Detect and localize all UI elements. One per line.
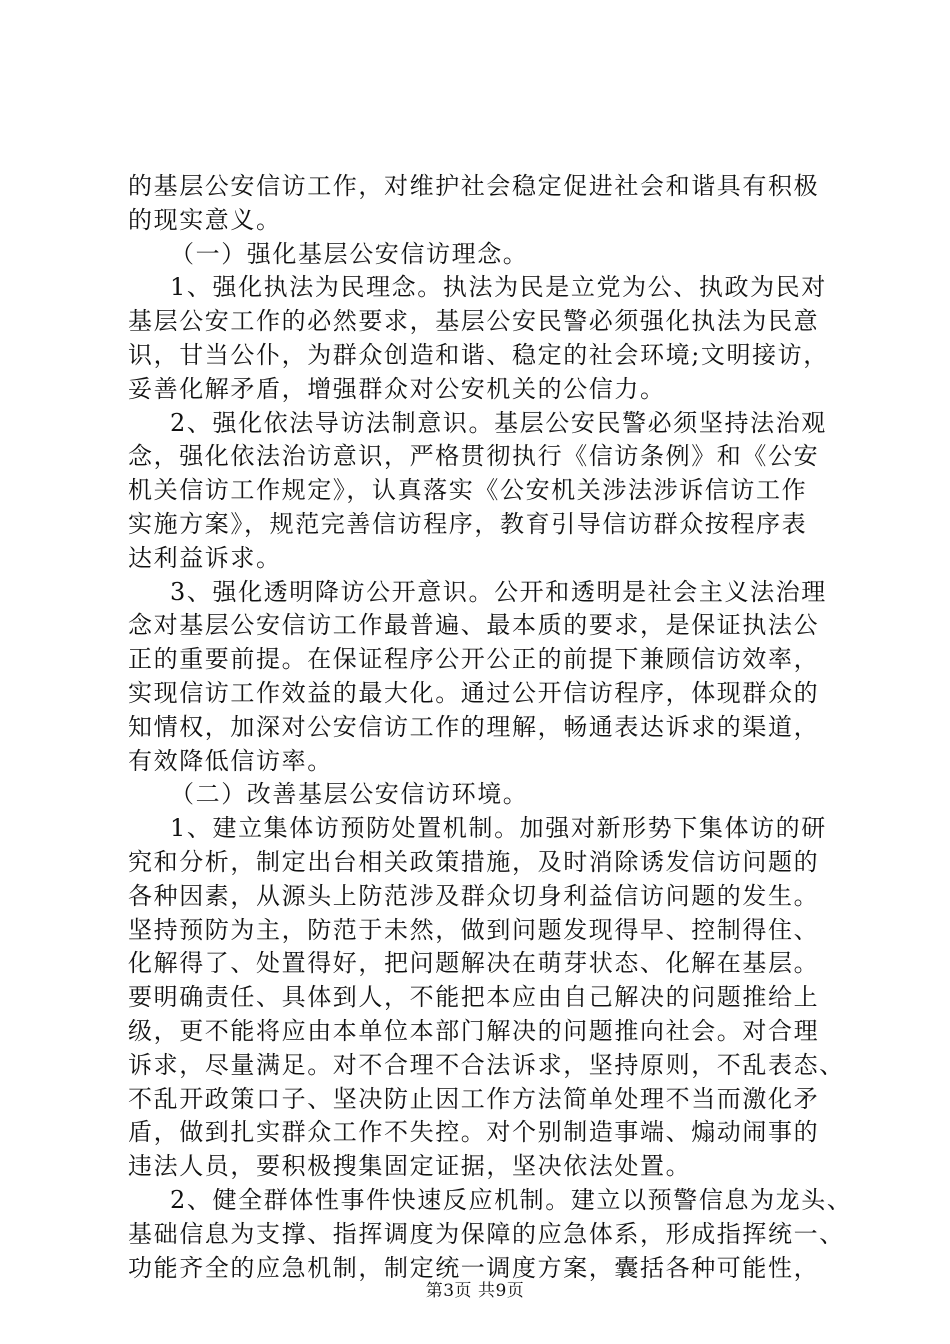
document-body (128, 170, 853, 1285)
text-line: 基层公安工作的必然要求，基层公安民警必须强化执法为民意 (128, 307, 820, 336)
text-line: 识，甘当公仆，为群众创造和谐、稳定的社会环境;文明接访， (128, 340, 829, 369)
text-line: 3、强化透明降访公开意识。公开和透明是社会主义法治理 (170, 577, 827, 606)
text-line: 要明确责任、具体到人，不能把本应由自己解决的问题推给上 (128, 983, 820, 1012)
text-line: （一）强化基层公安信访理念。 (170, 239, 529, 268)
text-line: 1、强化执法为民理念。执法为民是立党为公、执政为民对 (170, 273, 827, 302)
text-line: 级，更不能将应由本单位本部门解决的问题推向社会。对合理 (128, 1016, 820, 1045)
text-line: 2、健全群体性事件快速反应机制。建立以预警信息为龙头、 (170, 1185, 853, 1214)
text-line: 知情权，加深对公安信访工作的理解，畅通表达诉求的渠道， (128, 712, 820, 741)
page-footer: 第3页 共9页 (425, 1281, 525, 1301)
text-line: 1、建立集体访预防处置机制。加强对新形势下集体访的研 (170, 814, 827, 843)
text-line: 的现实意义。 (128, 205, 282, 234)
text-line: 的基层公安信访工作，对维护社会稳定促进社会和谐具有积极 (128, 172, 820, 200)
text-line: 基础信息为支撑、指挥调度为保障的应急体系，形成指挥统一、 (128, 1219, 845, 1248)
text-line: 坚持预防为主，防范于未然，做到问题发现得早、控制得住、 (128, 915, 820, 944)
text-line: 实施方案》，规范完善信访程序，教育引导信访群众按程序表 (128, 509, 808, 538)
text-line: 盾，做到扎实群众工作不失控。对个别制造事端、煽动闹事的 (128, 1118, 820, 1147)
text-line: 达利益诉求。 (128, 543, 282, 572)
text-line: 有效降低信访率。 (128, 746, 333, 775)
text-line: 念对基层公安信访工作最普遍、最本质的要求，是保证执法公 (128, 611, 820, 640)
text-line: 念，强化依法治访意识，严格贯彻执行《信访条例》和《公安 (128, 442, 820, 471)
text-line: 功能齐全的应急机制，制定统一调度方案，囊括各种可能性， (128, 1253, 820, 1282)
text-line: 各种因素，从源头上防范涉及群众切身利益信访问题的发生。 (128, 881, 820, 910)
text-line: 妥善化解矛盾，增强群众对公安机关的公信力。 (128, 374, 666, 403)
text-line: 究和分析，制定出台相关政策措施，及时消除诱发信访问题的 (128, 847, 820, 876)
text-line: （二）改善基层公安信访环境。 (170, 780, 529, 809)
text-line: 不乱开政策口子、坚决防止因工作方法简单处理不当而激化矛 (128, 1084, 820, 1113)
text-line: 正的重要前提。在保证程序公开公正的前提下兼顾信访效率， (128, 645, 820, 674)
text-line: 机关信访工作规定》，认真落实《公安机关涉法涉诉信访工作 (128, 476, 808, 505)
text-line: 2、强化依法导访法制意识。基层公安民警必须坚持法治观 (170, 408, 827, 437)
text-line: 违法人员，要积极搜集固定证据，坚决依法处置。 (128, 1152, 692, 1181)
text-line: 诉求，尽量满足。对不合理不合法诉求，坚持原则，不乱表态、 (128, 1050, 845, 1079)
text-line: 化解得了、处置得好，把问题解决在萌芽状态、化解在基层。 (128, 949, 820, 978)
text-line: 实现信访工作效益的最大化。通过公开信访程序，体现群众的 (128, 678, 820, 707)
